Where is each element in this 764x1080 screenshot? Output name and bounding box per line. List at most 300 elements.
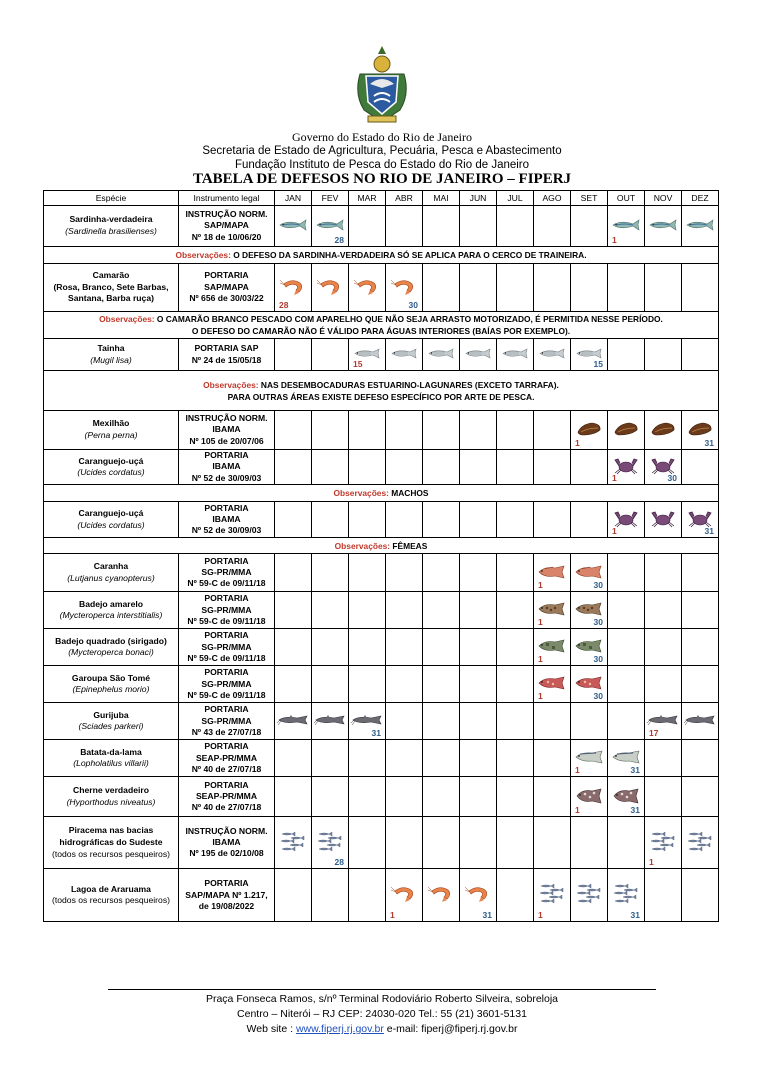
month-cell	[386, 554, 423, 592]
species-name: Caranha	[93, 561, 129, 572]
month-cell	[608, 554, 645, 592]
month-cell	[608, 740, 645, 777]
species-name: Cherne verdadeiro	[73, 785, 149, 796]
month-cell	[423, 450, 460, 485]
legal-instrument-line: SAP/MAPA	[204, 220, 249, 231]
month-cell	[608, 777, 645, 817]
month-cell	[460, 502, 497, 538]
period-end-day: 31	[704, 526, 714, 537]
month-cell	[645, 206, 682, 247]
month-cell	[312, 629, 349, 666]
legal-instrument-line: IBAMA	[212, 514, 241, 525]
period-end-day: 28	[334, 857, 344, 868]
observation-row	[44, 485, 719, 502]
month-cell	[534, 411, 571, 450]
legal-instrument-cell	[179, 740, 275, 777]
observation-cell	[44, 312, 719, 339]
month-cell	[275, 206, 312, 247]
website-link[interactable]: www.fiperj.rj.gov.br	[295, 1023, 384, 1035]
month-cell	[386, 777, 423, 817]
sardine-icon	[275, 219, 311, 233]
tilefish-icon	[608, 750, 644, 766]
species-cell	[44, 554, 179, 592]
scientific-name: (Mycteroperca bonaci)	[68, 647, 154, 658]
month-cell	[423, 592, 460, 629]
mussel-icon	[608, 422, 644, 438]
month-cell	[275, 629, 312, 666]
period-start-day: 1	[575, 438, 580, 448]
col-month: JUN	[460, 191, 497, 206]
month-cell	[423, 666, 460, 703]
legal-instrument-cell	[179, 264, 275, 312]
month-cell	[349, 411, 386, 450]
footer-web	[0, 1023, 764, 1035]
period-start-day: 28	[279, 300, 289, 310]
legal-instrument-cell	[179, 666, 275, 703]
month-cell	[534, 339, 571, 371]
month-cell	[275, 592, 312, 629]
mussel-icon	[645, 422, 681, 438]
period-start-day: 1	[649, 857, 654, 868]
month-cell	[682, 740, 719, 777]
table-row	[44, 666, 719, 703]
month-cell	[497, 740, 534, 777]
month-cell	[386, 411, 423, 450]
month-cell	[312, 554, 349, 592]
month-cell	[682, 666, 719, 703]
period-end-day: 28	[334, 235, 344, 245]
month-cell	[497, 554, 534, 592]
month-cell	[460, 703, 497, 740]
month-cell	[497, 502, 534, 538]
legal-instrument-line: IBAMA	[212, 461, 241, 472]
shrimp-icon	[386, 885, 422, 905]
month-cell	[386, 502, 423, 538]
month-cell	[534, 869, 571, 922]
species-name: Camarão	[92, 270, 130, 281]
month-cell	[682, 264, 719, 312]
month-cell	[423, 703, 460, 740]
legal-instrument-cell	[179, 411, 275, 450]
sardine-icon	[645, 219, 681, 233]
fish-school-icon	[645, 831, 681, 855]
observation-cell	[44, 485, 719, 502]
month-cell	[571, 629, 608, 666]
month-cell	[460, 817, 497, 869]
month-cell	[386, 703, 423, 740]
legal-instrument-line: de 19/08/2022	[198, 900, 255, 911]
legal-instrument-line: INSTRUÇÃO NORM.	[185, 412, 268, 423]
month-cell	[275, 450, 312, 485]
legal-instrument-line: Nº 59-C de 09/11/18	[187, 652, 266, 663]
shrimp-icon	[460, 885, 496, 905]
month-cell	[497, 264, 534, 312]
col-species: Espécie	[44, 191, 179, 206]
mullet-icon	[460, 348, 496, 361]
period-start-day: 1	[538, 617, 543, 628]
table-header-row	[44, 191, 719, 206]
species-note: (todos os recursos pesqueiros)	[52, 895, 170, 906]
species-cell	[44, 206, 179, 247]
month-cell	[608, 502, 645, 538]
species-note: (todos os recursos pesqueiros)	[52, 848, 170, 859]
observation-cell	[44, 538, 719, 554]
scientific-name: (Lutjanus cyanopterus)	[67, 572, 155, 583]
observation-text: NAS DESEMBOCADURAS ESTUARINO-LAGUNARES (EXCETO TARRAFA).	[260, 379, 559, 390]
footer-address: Praça Fonseca Ramos, s/nº Terminal Rodoviário Roberto Silveira, sobreloja	[205, 993, 559, 1005]
scientific-name: (Ucides cordatus)	[77, 467, 145, 478]
legal-instrument-cell	[179, 629, 275, 666]
observation-row	[44, 247, 719, 264]
legal-instrument-cell	[179, 703, 275, 740]
month-cell	[497, 703, 534, 740]
legal-instrument-cell	[179, 869, 275, 922]
month-cell	[571, 740, 608, 777]
period-end-day: 30	[593, 580, 603, 591]
species-cell	[44, 450, 179, 485]
month-cell	[497, 629, 534, 666]
legal-instrument-line: SG-PR/MMA	[201, 715, 252, 726]
legal-instrument-line: Nº 656 de 30/03/22	[189, 293, 264, 304]
month-cell	[608, 869, 645, 922]
legal-instrument-line: PORTARIA	[204, 555, 249, 566]
period-start-day: 1	[538, 691, 543, 702]
month-cell	[682, 339, 719, 371]
col-month: SET	[571, 191, 608, 206]
month-cell	[682, 777, 719, 817]
legal-instrument-line: PORTARIA	[204, 704, 249, 715]
species-name: Piracema nas bacias hidrográficas do Sudeste	[59, 825, 163, 847]
month-cell	[349, 450, 386, 485]
month-cell	[349, 740, 386, 777]
month-cell	[386, 206, 423, 247]
grouper-icon	[534, 602, 570, 618]
month-cell	[312, 411, 349, 450]
fish-school-icon	[571, 883, 607, 907]
month-cell	[571, 592, 608, 629]
scientific-name: (Perna perna)	[84, 430, 138, 440]
month-cell	[608, 817, 645, 869]
mullet-icon	[423, 348, 459, 361]
month-cell	[608, 592, 645, 629]
month-cell	[423, 502, 460, 538]
month-cell	[349, 339, 386, 371]
table-row	[44, 206, 719, 247]
month-cell	[534, 740, 571, 777]
month-cell	[460, 666, 497, 703]
month-cell	[312, 592, 349, 629]
legal-instrument-line: SG-PR/MMA	[201, 604, 252, 615]
header-secretariat: Secretaria de Estado de Agricultura, Pecuária, Pesca e Abastecimento	[202, 145, 562, 157]
month-cell	[275, 339, 312, 371]
scientific-name: (Sciades parkeri)	[78, 721, 144, 732]
month-cell	[645, 592, 682, 629]
sardine-icon	[682, 219, 718, 233]
period-end-day: 31	[371, 728, 381, 739]
month-cell	[682, 554, 719, 592]
month-cell	[460, 740, 497, 777]
month-cell	[534, 817, 571, 869]
month-cell	[312, 264, 349, 312]
legal-instrument-line: IBAMA	[212, 837, 241, 848]
scientific-name: (Epinephelus morio)	[72, 684, 150, 695]
month-cell	[349, 502, 386, 538]
table-row	[44, 703, 719, 740]
month-cell	[386, 592, 423, 629]
month-cell	[386, 740, 423, 777]
col-month: OUT	[608, 191, 645, 206]
period-end-day: 30	[593, 654, 603, 665]
month-cell	[571, 339, 608, 371]
legal-instrument-line: SG-PR/MMA	[201, 641, 252, 652]
month-cell	[497, 777, 534, 817]
month-cell	[608, 703, 645, 740]
scientific-name: (Lopholatilus villarii)	[73, 758, 149, 769]
month-cell	[386, 450, 423, 485]
observation-text: MACHOS	[391, 488, 429, 499]
month-cell	[497, 206, 534, 247]
month-cell	[571, 450, 608, 485]
observation-label: Observações:	[99, 314, 155, 324]
species-cell	[44, 629, 179, 666]
month-cell	[608, 629, 645, 666]
species-name: Garoupa São Tomé	[71, 672, 151, 683]
legal-instrument-line: INSTRUÇÃO NORM.	[185, 825, 268, 836]
month-cell	[460, 264, 497, 312]
catfish-icon	[275, 714, 311, 728]
period-end-day: 15	[593, 359, 603, 369]
period-start-day: 17	[649, 728, 659, 739]
month-cell	[423, 411, 460, 450]
footer-email: e-mail: fiperj@fiperj.rj.gov.br	[386, 1023, 518, 1035]
period-end-day: 30	[408, 300, 418, 310]
legal-instrument-line: PORTARIA	[204, 502, 249, 513]
snapper-icon	[571, 565, 607, 581]
month-cell	[386, 264, 423, 312]
month-cell	[312, 206, 349, 247]
month-cell	[312, 339, 349, 371]
month-cell	[645, 411, 682, 450]
observation-text: O CAMARÃO BRANCO PESCADO COM APARELHO QUE NÃO SEJA ARRASTO MOTORIZADO, É PERMITIDA NESSE PERÍODO.	[156, 314, 663, 324]
month-cell	[386, 869, 423, 922]
month-cell	[645, 502, 682, 538]
col-month: AGO	[534, 191, 571, 206]
observation-text: O DEFESO DA SARDINHA-VERDADEIRA SÓ SE APLICA PARA O CERCO DE TRAINEIRA.	[233, 250, 587, 260]
table-row	[44, 502, 719, 538]
month-cell	[571, 264, 608, 312]
month-cell	[534, 703, 571, 740]
legal-instrument-cell	[179, 554, 275, 592]
month-cell	[682, 629, 719, 666]
species-name: Caranguejo-uçá	[78, 455, 144, 466]
grouper-green-icon	[534, 639, 570, 655]
cherne-icon	[608, 788, 644, 806]
period-end-day: 30	[593, 691, 603, 702]
month-cell	[534, 629, 571, 666]
col-month: MAI	[423, 191, 460, 206]
legal-instrument-cell	[179, 777, 275, 817]
defeso-table	[43, 190, 719, 922]
shrimp-icon	[312, 278, 348, 298]
legal-instrument-line: IBAMA	[212, 424, 241, 435]
crab-icon	[645, 510, 681, 530]
month-cell	[460, 869, 497, 922]
scientific-name: (Ucides cordatus)	[77, 519, 145, 530]
month-cell	[497, 339, 534, 371]
species-cell	[44, 339, 179, 371]
month-cell	[608, 264, 645, 312]
month-cell	[534, 206, 571, 247]
month-cell	[423, 554, 460, 592]
shrimp-icon	[349, 278, 385, 298]
footer-divider	[108, 989, 656, 990]
legal-instrument-line: PORTARIA	[204, 667, 249, 678]
legal-instrument-cell	[179, 502, 275, 538]
legal-instrument-line: SG-PR/MMA	[201, 678, 252, 689]
month-cell	[571, 869, 608, 922]
grouper-icon	[571, 602, 607, 618]
table-row	[44, 264, 719, 312]
month-cell	[275, 703, 312, 740]
col-month: JUL	[497, 191, 534, 206]
legal-instrument-cell	[179, 339, 275, 371]
month-cell	[423, 629, 460, 666]
period-start-day: 1	[538, 910, 543, 921]
period-end-day: 30	[593, 617, 603, 628]
month-cell	[571, 777, 608, 817]
month-cell	[349, 817, 386, 869]
observation-row	[44, 538, 719, 554]
legal-instrument-line: Nº 40 de 27/07/18	[191, 802, 262, 813]
table-row	[44, 450, 719, 485]
legal-instrument-cell	[179, 450, 275, 485]
month-cell	[275, 740, 312, 777]
month-cell	[275, 777, 312, 817]
table-row	[44, 339, 719, 371]
table-row	[44, 592, 719, 629]
mussel-icon	[571, 422, 607, 438]
legal-instrument-line: SG-PR/MMA	[201, 567, 252, 578]
month-cell	[386, 666, 423, 703]
period-end-day: 31	[704, 438, 714, 448]
month-cell	[571, 502, 608, 538]
red-grouper-icon	[534, 676, 570, 692]
legal-instrument-line: Nº 52 de 30/09/03	[191, 472, 262, 483]
observation-label: Observações:	[333, 488, 389, 499]
observation-label: Observações:	[203, 379, 259, 390]
legal-instrument-line: Nº 52 de 30/09/03	[191, 525, 262, 536]
month-cell	[423, 869, 460, 922]
legal-instrument-line: Nº 40 de 27/07/18	[191, 763, 262, 774]
month-cell	[645, 264, 682, 312]
period-start-day: 1	[538, 654, 543, 665]
month-cell	[534, 264, 571, 312]
species-name: Tainha	[97, 342, 125, 353]
month-cell	[534, 592, 571, 629]
month-cell	[349, 629, 386, 666]
month-cell	[645, 339, 682, 371]
legal-instrument-line: Nº 105 de 20/07/06	[189, 435, 264, 446]
col-instrument: Instrumento legal	[179, 191, 275, 206]
period-end-day: 31	[482, 910, 492, 921]
legal-instrument-line: INSTRUÇÃO NORM.	[185, 208, 268, 219]
month-cell	[275, 411, 312, 450]
month-cell	[460, 339, 497, 371]
scientific-name: (Mycteroperca interstitialis)	[59, 610, 163, 621]
period-start-day: 1	[390, 910, 395, 921]
legal-instrument-line: Nº 24 de 15/05/18	[191, 354, 262, 365]
species-cell	[44, 703, 179, 740]
legal-instrument-line: SAP/MAPA	[204, 281, 249, 292]
legal-instrument-line: SAP/MAPA Nº 1.217,	[185, 889, 268, 900]
header-foundation: Fundação Instituto de Pesca do Estado do Rio de Janeiro	[234, 159, 530, 171]
catfish-icon	[312, 714, 348, 728]
month-cell	[312, 502, 349, 538]
legal-instrument-line: Nº 59-C de 09/11/18	[187, 615, 266, 626]
observation-text: FÊMEAS	[392, 540, 428, 551]
month-cell	[275, 869, 312, 922]
catfish-icon	[682, 714, 718, 728]
grouper-green-icon	[571, 639, 607, 655]
snapper-icon	[534, 565, 570, 581]
table-row	[44, 869, 719, 922]
month-cell	[571, 817, 608, 869]
month-cell	[682, 502, 719, 538]
observation-label: Observações:	[334, 540, 391, 551]
month-cell	[460, 450, 497, 485]
month-cell	[312, 777, 349, 817]
scientific-name: (Hyporthodus niveatus)	[66, 796, 156, 807]
observation-text: O DEFESO DO CAMARÃO NÃO É VÁLIDO PARA ÁGUAS INTERIORES (BAÍAS POR EXEMPLO).	[191, 326, 571, 336]
month-cell	[497, 450, 534, 485]
col-month: NOV	[645, 191, 682, 206]
legal-instrument-line: PORTARIA	[204, 779, 249, 790]
species-name: Mexilhão	[92, 418, 130, 429]
month-cell	[275, 817, 312, 869]
month-cell	[645, 666, 682, 703]
month-cell	[349, 592, 386, 629]
month-cell	[534, 666, 571, 703]
legal-instrument-line: SEAP-PR/MMA	[195, 791, 258, 802]
month-cell	[645, 450, 682, 485]
species-cell	[44, 817, 179, 869]
legal-instrument-line: Nº 43 de 27/07/18	[191, 726, 262, 737]
species-cell	[44, 740, 179, 777]
sardine-icon	[608, 219, 644, 233]
month-cell	[423, 817, 460, 869]
period-start-day: 1	[538, 580, 543, 591]
month-cell	[497, 592, 534, 629]
header-government: Governo do Estado do Rio de Janeiro	[292, 130, 472, 144]
month-cell	[312, 703, 349, 740]
observation-cell	[44, 371, 719, 411]
month-cell	[312, 666, 349, 703]
table-row	[44, 777, 719, 817]
legal-instrument-line: PORTARIA	[204, 593, 249, 604]
scientific-name: (Sardinella brasilienses)	[65, 226, 157, 236]
species-name: Caranguejo-uçá	[78, 508, 144, 519]
catfish-icon	[645, 714, 681, 728]
month-cell	[645, 629, 682, 666]
month-cell	[534, 502, 571, 538]
fish-school-icon	[312, 831, 348, 855]
month-cell	[386, 339, 423, 371]
col-month: JAN	[275, 191, 312, 206]
table-row	[44, 629, 719, 666]
month-cell	[682, 206, 719, 247]
month-cell	[460, 206, 497, 247]
red-grouper-icon	[571, 676, 607, 692]
